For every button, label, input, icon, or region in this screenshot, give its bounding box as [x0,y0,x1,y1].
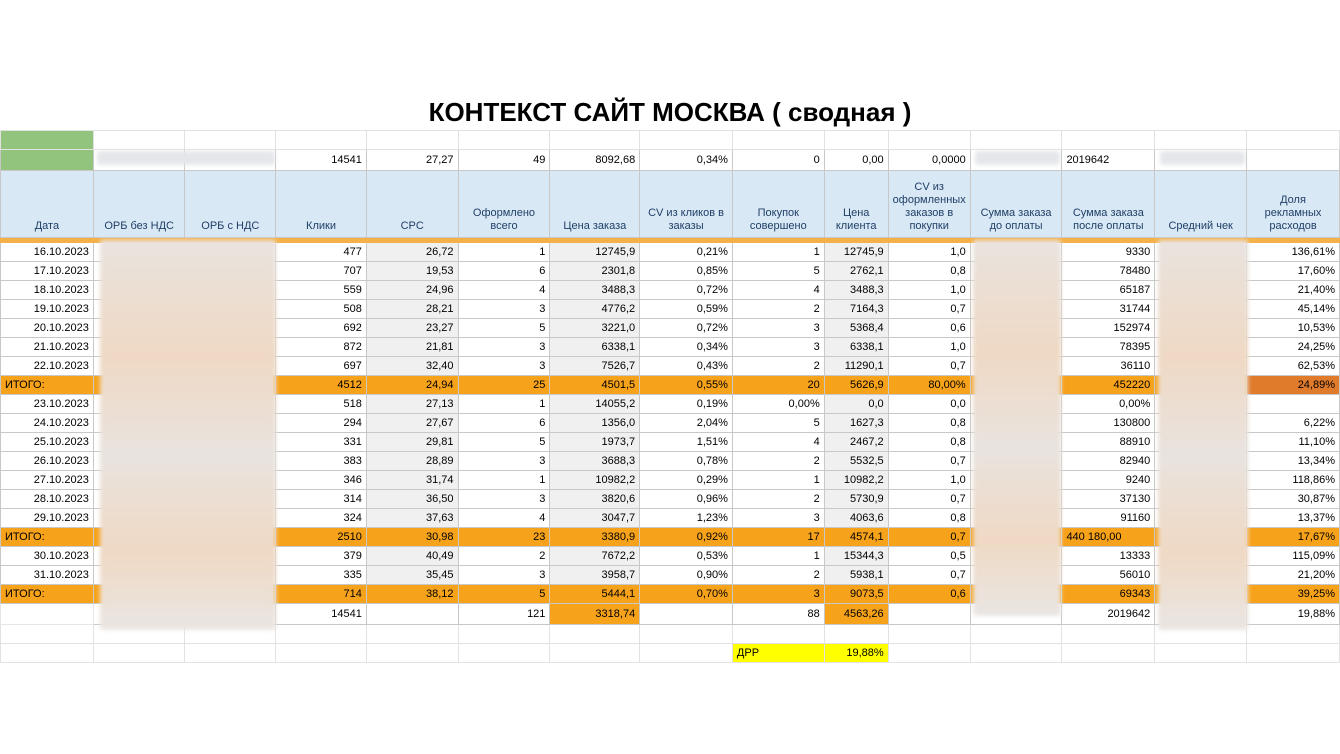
cell-cpc[interactable]: 24,94 [366,376,458,395]
cell-ad-share[interactable]: 118,86% [1247,471,1340,490]
cell-cv[interactable]: 0,19% [640,395,733,414]
total-clicks[interactable]: 14541 [276,604,367,625]
cell-orders[interactable]: 23 [458,528,550,547]
cell-client-price[interactable]: 0,0 [824,395,888,414]
cell-cv2[interactable]: 1,0 [888,243,970,262]
cell-cv2[interactable]: 0,6 [888,585,970,604]
cell-cv2[interactable]: 0,0 [888,395,970,414]
cell-sum-after[interactable]: 130800 [1062,414,1155,433]
cell-client-price[interactable]: 7164,3 [824,300,888,319]
top-cpc[interactable]: 27,27 [366,150,458,171]
cell-clicks[interactable]: 4512 [276,376,367,395]
total-cpc[interactable] [366,604,458,625]
cell-order-price[interactable]: 7526,7 [550,357,640,376]
cell-sum-after[interactable]: 31744 [1062,300,1155,319]
total-ad-share[interactable]: 19,88% [1247,604,1340,625]
total-cv[interactable] [640,604,733,625]
cell-date[interactable]: 21.10.2023 [1,338,94,357]
cell-orders[interactable]: 1 [458,243,550,262]
cell-orders[interactable]: 4 [458,281,550,300]
header-orders[interactable]: Оформлено всего [458,171,550,238]
cell-orders[interactable]: 25 [458,376,550,395]
cell-cv[interactable]: 0,92% [640,528,733,547]
cell-ad-share[interactable]: 115,09% [1247,547,1340,566]
cell-ad-share[interactable]: 45,14% [1247,300,1340,319]
cell-client-price[interactable]: 5938,1 [824,566,888,585]
cell-orders[interactable]: 3 [458,338,550,357]
cell-clicks[interactable]: 714 [276,585,367,604]
cell-clicks[interactable]: 697 [276,357,367,376]
cell-purchases[interactable]: 20 [732,376,824,395]
cell-client-price[interactable]: 6338,1 [824,338,888,357]
cell-cpc[interactable]: 23,27 [366,319,458,338]
redacted-top-avg [1160,151,1245,165]
cell-ad-share[interactable]: 21,40% [1247,281,1340,300]
cell-orders[interactable]: 5 [458,319,550,338]
cell-order-price[interactable]: 14055,2 [550,395,640,414]
cell-client-price[interactable]: 11290,1 [824,357,888,376]
cell-purchases[interactable]: 1 [732,547,824,566]
cell-date[interactable]: 24.10.2023 [1,414,94,433]
cell-cpc[interactable]: 31,74 [366,471,458,490]
cell-date[interactable]: 29.10.2023 [1,509,94,528]
cell-clicks[interactable]: 331 [276,433,367,452]
cell-cpc[interactable]: 21,81 [366,338,458,357]
cell-cpc[interactable]: 24,96 [366,281,458,300]
total-date[interactable] [1,604,94,625]
cell-date[interactable]: 20.10.2023 [1,319,94,338]
cell-cv[interactable]: 0,43% [640,357,733,376]
cell-sum-after[interactable]: 36110 [1062,357,1155,376]
spacer-row [1,131,1340,150]
cell-sum-after[interactable]: 78480 [1062,262,1155,281]
cell-cv[interactable]: 0,72% [640,281,733,300]
cell-client-price[interactable]: 9073,5 [824,585,888,604]
cell-client-price[interactable]: 5730,9 [824,490,888,509]
cell-orders[interactable]: 1 [458,395,550,414]
cell-date[interactable]: ИТОГО: [1,528,94,547]
cell-orders[interactable]: 6 [458,414,550,433]
cell-client-price[interactable]: 5532,5 [824,452,888,471]
header-cpc[interactable]: CPC [366,171,458,238]
cell-cpc[interactable]: 38,12 [366,585,458,604]
header-purchases[interactable]: Покупок совершено [732,171,824,238]
total-orders[interactable]: 121 [458,604,550,625]
cell-ad-share[interactable]: 11,10% [1247,433,1340,452]
cell-sum-after[interactable]: 452220 [1062,376,1155,395]
cell-cv[interactable]: 0,72% [640,319,733,338]
cell-cv[interactable]: 0,78% [640,452,733,471]
cell-date[interactable]: 17.10.2023 [1,262,94,281]
cell-purchases[interactable]: 2 [732,566,824,585]
cell-cv2[interactable]: 0,8 [888,509,970,528]
cell-purchases[interactable]: 0,00% [732,395,824,414]
cell-order-price[interactable]: 6338,1 [550,338,640,357]
cell-ad-share[interactable]: 17,60% [1247,262,1340,281]
redacted-sum-before-column [973,240,1061,616]
cell-purchases[interactable]: 1 [732,471,824,490]
cell-cpc[interactable]: 28,21 [366,300,458,319]
cell-cv[interactable]: 0,96% [640,490,733,509]
cell-cv[interactable]: 0,59% [640,300,733,319]
cell-purchases[interactable]: 2 [732,452,824,471]
cell-cv2[interactable]: 0,7 [888,452,970,471]
cell-sum-after[interactable]: 88910 [1062,433,1155,452]
cell-cv2[interactable]: 0,7 [888,566,970,585]
cell-order-price[interactable]: 3488,3 [550,281,640,300]
cell-ad-share[interactable]: 10,53% [1247,319,1340,338]
cell-order-price[interactable]: 4501,5 [550,376,640,395]
top-clicks[interactable]: 14541 [276,150,367,171]
cell-order-price[interactable]: 10982,2 [550,471,640,490]
cell-ad-share[interactable]: 21,20% [1247,566,1340,585]
cell-purchases[interactable]: 3 [732,338,824,357]
cell-cv2[interactable]: 0,8 [888,414,970,433]
sheet-title: КОНТЕКСТ САЙТ МОСКВА ( сводная ) [428,97,912,127]
cell-order-price[interactable]: 1356,0 [550,414,640,433]
cell-sum-after[interactable]: 56010 [1062,566,1155,585]
cell-clicks[interactable]: 508 [276,300,367,319]
cell-cv2[interactable]: 0,7 [888,300,970,319]
cell-cv2[interactable]: 0,7 [888,357,970,376]
cell-orders[interactable]: 5 [458,585,550,604]
cell-cpc[interactable]: 19,53 [366,262,458,281]
cell-cv2[interactable]: 1,0 [888,471,970,490]
cell-date[interactable]: 26.10.2023 [1,452,94,471]
cell-ad-share[interactable]: 62,53% [1247,357,1340,376]
cell-purchases[interactable]: 3 [732,319,824,338]
cell-purchases[interactable]: 1 [732,243,824,262]
cell-cv[interactable]: 0,90% [640,566,733,585]
cell-order-price[interactable]: 3688,3 [550,452,640,471]
cell-cv2[interactable]: 1,0 [888,281,970,300]
cell-clicks[interactable]: 518 [276,395,367,414]
cell-date[interactable]: 19.10.2023 [1,300,94,319]
cell-cpc[interactable]: 27,67 [366,414,458,433]
header-client-price[interactable]: Цена клиента [824,171,888,238]
cell-purchases[interactable]: 17 [732,528,824,547]
cell-sum-after[interactable]: 440 180,00 [1062,528,1155,547]
cell-purchases[interactable]: 4 [732,433,824,452]
cell-client-price[interactable]: 15344,3 [824,547,888,566]
cell-date[interactable]: ИТОГО: [1,585,94,604]
cell-orders[interactable]: 2 [458,547,550,566]
cell-ad-share[interactable]: 17,67% [1247,528,1340,547]
cell-clicks[interactable]: 477 [276,243,367,262]
cell-order-price[interactable]: 3380,9 [550,528,640,547]
cell-client-price[interactable]: 1627,3 [824,414,888,433]
cell-cpc[interactable]: 32,40 [366,357,458,376]
total-sum-after[interactable]: 2019642 [1062,604,1155,625]
header-clicks[interactable]: Клики [276,171,367,238]
cell-cv2[interactable]: 0,8 [888,433,970,452]
redacted-orb-columns [100,240,276,630]
header-cv[interactable]: CV из кликов в заказы [640,171,733,238]
cell-client-price[interactable]: 5626,9 [824,376,888,395]
header-cv2[interactable]: CV из оформленных заказов в покупки [888,171,970,238]
cell-cpc[interactable]: 28,89 [366,452,458,471]
cell-ad-share[interactable]: 6,22% [1247,414,1340,433]
cell-cpc[interactable]: 35,45 [366,566,458,585]
cell-order-price[interactable]: 7672,2 [550,547,640,566]
top-purchases[interactable]: 0 [732,150,824,171]
cell-clicks[interactable]: 383 [276,452,367,471]
header-date[interactable]: Дата [1,171,94,238]
total-cv2[interactable] [888,604,970,625]
cell-clicks[interactable]: 335 [276,566,367,585]
cell-cpc[interactable]: 37,63 [366,509,458,528]
cell-orders[interactable]: 6 [458,262,550,281]
cell-sum-after[interactable]: 78395 [1062,338,1155,357]
cell-date[interactable]: 25.10.2023 [1,433,94,452]
cell-purchases[interactable]: 5 [732,414,824,433]
cell-cv[interactable]: 1,23% [640,509,733,528]
header-orb-vat[interactable]: ОРБ с НДС [185,171,276,238]
top-cv[interactable]: 0,34% [640,150,733,171]
cell-sum-after[interactable]: 37130 [1062,490,1155,509]
cell-client-price[interactable]: 12745,9 [824,243,888,262]
cell-sum-after[interactable]: 65187 [1062,281,1155,300]
cell-cv[interactable]: 1,51% [640,433,733,452]
cell-client-price[interactable]: 3488,3 [824,281,888,300]
cell-ad-share[interactable]: 136,61% [1247,243,1340,262]
cell-purchases[interactable]: 2 [732,357,824,376]
cell-date[interactable]: ИТОГО: [1,376,94,395]
cell-date[interactable]: 23.10.2023 [1,395,94,414]
total-client-price[interactable]: 4563,26 [824,604,888,625]
cell-cv[interactable]: 0,70% [640,585,733,604]
top-cv2[interactable]: 0,0000 [888,150,970,171]
cell-ad-share[interactable]: 24,89% [1247,376,1340,395]
cell-client-price[interactable]: 5368,4 [824,319,888,338]
cell-sum-after[interactable]: 82940 [1062,452,1155,471]
cell-purchases[interactable]: 5 [732,262,824,281]
cell-cv[interactable]: 0,53% [640,547,733,566]
cell-date[interactable]: 31.10.2023 [1,566,94,585]
cell-purchases[interactable]: 2 [732,490,824,509]
cell-cpc[interactable]: 26,72 [366,243,458,262]
cell-purchases[interactable]: 2 [732,300,824,319]
cell-order-price[interactable]: 2301,8 [550,262,640,281]
cell-sum-after[interactable]: 69343 [1062,585,1155,604]
cell-sum-after[interactable]: 91160 [1062,509,1155,528]
cell-ad-share[interactable] [1247,395,1340,414]
cell-date[interactable]: 18.10.2023 [1,281,94,300]
cell-ad-share[interactable]: 39,25% [1247,585,1340,604]
cell-cv[interactable]: 0,55% [640,376,733,395]
cell-cv2[interactable]: 1,0 [888,338,970,357]
header-sum-before[interactable]: Сумма заказа до оплаты [970,171,1062,238]
cell-ad-share[interactable]: 24,25% [1247,338,1340,357]
cell-order-price[interactable]: 3047,7 [550,509,640,528]
cell-clicks[interactable]: 379 [276,547,367,566]
cell-order-price[interactable]: 3221,0 [550,319,640,338]
redacted-top-sum-before [975,151,1060,165]
cell-sum-after[interactable]: 9330 [1062,243,1155,262]
corner-cell[interactable] [1,131,94,150]
cell-cpc[interactable]: 40,49 [366,547,458,566]
cell-client-price[interactable]: 4574,1 [824,528,888,547]
cell-client-price[interactable]: 2467,2 [824,433,888,452]
cell-orders[interactable]: 5 [458,433,550,452]
cell-clicks[interactable]: 707 [276,262,367,281]
cell-order-price[interactable]: 3820,6 [550,490,640,509]
header-avg-check[interactable]: Средний чек [1155,171,1247,238]
cell-orders[interactable]: 3 [458,357,550,376]
top-order-price[interactable]: 8092,68 [550,150,640,171]
cell-cv2[interactable]: 0,7 [888,528,970,547]
cell-cv[interactable]: 0,21% [640,243,733,262]
drr-value[interactable]: 19,88% [824,644,888,663]
top-orders[interactable]: 49 [458,150,550,171]
cell-cv2[interactable]: 0,5 [888,547,970,566]
cell-ad-share[interactable]: 13,34% [1247,452,1340,471]
cell-clicks[interactable]: 692 [276,319,367,338]
total-purchases[interactable]: 88 [732,604,824,625]
cell-order-price[interactable]: 5444,1 [550,585,640,604]
cell-clicks[interactable]: 294 [276,414,367,433]
cell-date[interactable]: 16.10.2023 [1,243,94,262]
cell-clicks[interactable]: 346 [276,471,367,490]
cell-cpc[interactable]: 30,98 [366,528,458,547]
redacted-avg-check-column [1158,240,1248,630]
cell-sum-after[interactable]: 9240 [1062,471,1155,490]
cell-ad-share[interactable]: 13,37% [1247,509,1340,528]
total-order-price[interactable]: 3318,74 [550,604,640,625]
top-sum-after[interactable]: 2019642 [1062,150,1155,171]
header-orb-no-vat[interactable]: ОРБ без НДС [93,171,185,238]
cell-orders[interactable]: 3 [458,300,550,319]
cell-order-price[interactable]: 12745,9 [550,243,640,262]
cell-order-price[interactable]: 4776,2 [550,300,640,319]
cell-date[interactable]: 30.10.2023 [1,547,94,566]
cell-clicks[interactable]: 314 [276,490,367,509]
cell-order-price[interactable]: 3958,7 [550,566,640,585]
cell-orders[interactable]: 3 [458,452,550,471]
cell-orders[interactable]: 4 [458,509,550,528]
cell-clicks[interactable]: 2510 [276,528,367,547]
header-sum-after[interactable]: Сумма заказа после оплаты [1062,171,1155,238]
header-row [1,171,1340,238]
top-client-price[interactable]: 0,00 [824,150,888,171]
cell-purchases[interactable]: 3 [732,585,824,604]
redacted-top-orb [97,151,275,165]
cell-cpc[interactable]: 27,13 [366,395,458,414]
cell-sum-after[interactable]: 152974 [1062,319,1155,338]
header-order-price[interactable]: Цена заказа [550,171,640,238]
drr-row [1,644,1340,663]
cell-cpc[interactable]: 29,81 [366,433,458,452]
cell-cv[interactable]: 0,85% [640,262,733,281]
cell-cv[interactable]: 0,29% [640,471,733,490]
cell-sum-after[interactable]: 13333 [1062,547,1155,566]
cell-order-price[interactable]: 1973,7 [550,433,640,452]
cell-date[interactable]: 27.10.2023 [1,471,94,490]
header-ad-share[interactable]: Доля рекламных расходов [1247,171,1340,238]
cell-cv2[interactable]: 0,6 [888,319,970,338]
cell-client-price[interactable]: 4063,6 [824,509,888,528]
cell-cv[interactable]: 2,04% [640,414,733,433]
cell-cv2[interactable]: 0,7 [888,490,970,509]
cell-clicks[interactable]: 559 [276,281,367,300]
cell-cv2[interactable]: 0,8 [888,262,970,281]
cell-clicks[interactable]: 872 [276,338,367,357]
cell-client-price[interactable]: 2762,1 [824,262,888,281]
cell-date[interactable]: 28.10.2023 [1,490,94,509]
cell-purchases[interactable]: 4 [732,281,824,300]
cell-orders[interactable]: 3 [458,566,550,585]
cell-cv2[interactable]: 80,00% [888,376,970,395]
drr-label[interactable]: ДРР [732,644,824,663]
cell-ad-share[interactable]: 30,87% [1247,490,1340,509]
cell-cv[interactable]: 0,34% [640,338,733,357]
cell-sum-after[interactable]: 0,00% [1062,395,1155,414]
cell-purchases[interactable]: 3 [732,509,824,528]
cell-orders[interactable]: 1 [458,471,550,490]
cell-clicks[interactable]: 324 [276,509,367,528]
cell-orders[interactable]: 3 [458,490,550,509]
cell-date[interactable]: 22.10.2023 [1,357,94,376]
cell-client-price[interactable]: 10982,2 [824,471,888,490]
cell-cpc[interactable]: 36,50 [366,490,458,509]
